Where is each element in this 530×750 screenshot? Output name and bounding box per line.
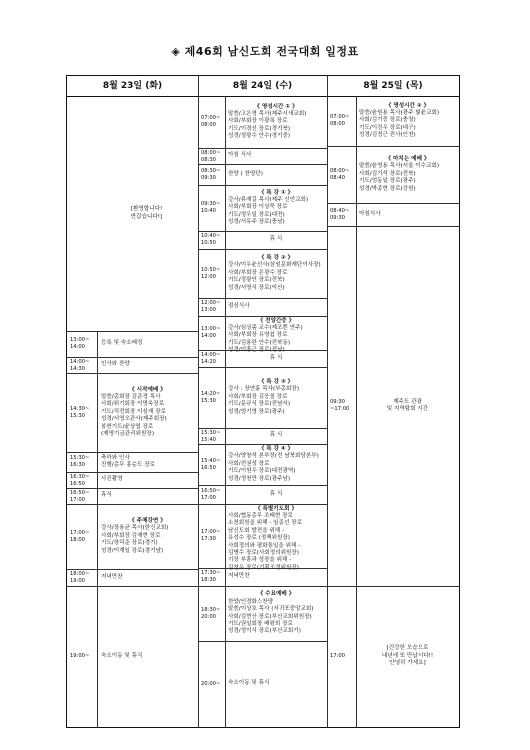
day1-slot-time: 17:00~ [70,529,90,536]
day2-slot-text: 성경/서유주 장로(충남) [228,219,285,226]
day2-slot-text: 사회/부회장 김응칠 장로 [228,393,288,400]
day2-slot-text: 기도/문규식 장로(전남서) [228,401,291,408]
day2-slot-time: 14:00~ [201,352,221,358]
day2-slot-text: 기도/권일회장 배왕희 장로 [228,620,293,627]
day2-slot-text: 점심식사 [228,303,250,310]
day2-slot-time: 08:00 [201,122,216,128]
day3-time-divider [356,96,357,727]
day2-slot-text: 성경/정이식 장로(부산교회기) [228,628,301,635]
day1-row-divider [67,569,198,570]
day2-row-divider [198,249,327,250]
day2-slot-text: 강사/이우윤선사(삼원문화재단이사장) [228,262,321,269]
day3-slot-time: 08:40~ [330,207,350,214]
day1-row-divider [67,357,198,358]
day2-slot-text: 소천회원을 위해 - 임종선 장로 [228,520,302,527]
day3-slot-time: 09:30 [330,399,345,405]
day2-slot-text: 김병수 장로(사회정의위원장) [228,549,299,556]
day3-slot-text: 《 마치는 예배 》 [385,156,430,162]
day2-row-divider [198,444,327,445]
day2-slot-text: 사회/전권성 장로 [228,460,270,467]
day2-slot-text: 《 특 강 ③ 》 [258,379,294,385]
day2-slot-time: 20:00 [201,613,216,620]
day2-slot-text: 사회/김현산 장로(부산교회위원장) [228,613,312,620]
day1-slot-text: 《 시작예배 》 [129,386,166,393]
day1-slot-text: 저녁만찬 [101,573,123,580]
day3-slot-text: 제주도 관광 [393,398,422,405]
day2-slot-text: 유성수 장로 (정책위원장) [228,535,290,542]
day2-slot-text: 찬양/인경화스찬양 [228,598,274,605]
day1-slot-text: (제명기금관리위원장) [101,431,154,437]
col-divider-2 [327,76,328,727]
day2-slot-time: 15:30 [201,397,216,404]
day1-slot-text: 말씀/총회장 김준경 목사 [101,394,161,400]
day1-welcome-text: 반갑습니다!] [130,214,163,220]
day3-slot-time: ~17:00 [330,406,350,412]
day2-slot-time: 12:00 [201,273,216,280]
day2-slot-text: 기도/정광인 장로(전북) [228,277,285,284]
day2-slot-text: 《 특별기도회 》 [254,505,298,512]
day1-slot-time: 18:00 [70,536,85,543]
day3-slot-time: 08:00 [330,121,345,127]
header-divider [67,96,459,97]
day2-slot-time: 10:50~ [201,266,221,273]
day1-row-divider [67,586,198,587]
day2-row-divider [198,298,327,299]
day1-slot-text: 《 주제강연 》 [129,518,166,524]
day2-row-divider [198,485,327,486]
day1-slot-time: 18:00~ [70,571,90,577]
day1-slot-time: 19:00~ [70,653,90,659]
day2-slot-text: 기도/이경선 장로(경기북) [228,125,291,132]
day3-row-divider [327,146,459,147]
day2-slot-time: 13:00 [201,307,216,313]
day3-slot-time: 08:00~ [330,167,350,174]
day3-slot-text: 및 지역탐회 시간 [386,406,429,412]
day2-slot-time: 14:20~ [201,390,221,397]
day2-row-divider [198,148,327,149]
day2-slot-text: 《 특 강 ① 》 [258,189,294,196]
day1-slot-time: 16:50~ [70,490,90,496]
header-day3: 8월 25일 (목) [363,81,423,91]
day3-slot-text: 사회/김기중 장로(충청) [359,117,416,124]
day2-slot-text: 김천우 장로(기획조정위원장) [228,564,299,571]
day3-slot-time: 08:40 [330,174,345,181]
day3-slot-text: 《 영성시간 ② 》 [385,102,430,109]
day3-slot-text: 아침식사 [359,210,381,217]
day2-slot-text: 강사/심상좀 교수(제조쁜 연주) [228,324,303,331]
day1-slot-text: 강사/장용균 목사(한신교회) [101,525,169,532]
day1-slot-time: 14:00~ [70,359,90,365]
header-day1: 8월 23일 (화) [102,81,163,91]
day2-slot-time: 10:50 [201,240,216,246]
day2-slot-text: 찬양 ( 찬양단) [228,170,263,177]
day1-slot-time: 14:30 [70,366,85,372]
day2-slot-text: 휴 식 [269,490,283,497]
day3-row-divider [327,226,459,227]
day3-slot-text: 기도/이진우 장로(대구) [359,124,416,131]
day2-row-divider [198,641,327,642]
day2-slot-time: 15:40 [201,437,216,443]
day3-row-divider [327,586,459,587]
page-title: ◈ 제46회 남신도회 전국대회 일정표 [171,45,359,58]
day2-slot-time: 18:30~ [201,606,221,613]
day1-slot-time: 13:00~ [70,337,90,343]
schedule-table [66,75,460,728]
day1-slot-time: 14:00 [70,344,85,350]
day1-slot-time: 15:30~ [70,455,90,461]
day2-slot-time: 17:00~ [201,529,221,535]
day2-slot-time: 15:40~ [201,457,221,464]
day2-slot-time: 17:30~ [201,570,221,576]
day2-slot-text: 《 특 강 ② 》 [258,255,294,261]
day1-slot-text: 등록 및 숙소배정 [101,340,143,347]
day1-row-divider [67,472,198,473]
day1-slot-time: 16:50 [70,481,85,487]
day1-row-divider [67,488,198,489]
day2-slot-time: 10:40 [201,208,216,214]
day2-slot-text: 강사/류재길 목사(제주 신언교회) [228,196,309,203]
day2-slot-text: 《 영성시간 ① 》 [254,103,298,110]
day1-slot-text: 사회/위기회장 이명옥장로 [101,401,165,408]
day2-slot-time: 20:00~ [201,680,221,687]
day2-slot-text: 《 특 강 ④ 》 [258,446,294,452]
day1-slot-text: 휴식 [101,492,112,499]
day2-row-divider [198,367,327,368]
day2-slot-text: 기도/정우일 장로(대전) [228,211,285,218]
day2-slot-text: 성경/서영식 장로(익산) [228,284,285,291]
day2-slot-text: 사회/협동총무 조태현 장로 [228,512,293,519]
header-day2: 8월 24일 (수) [232,81,293,91]
day2-row-divider [198,350,327,351]
day3-slot-text: 말씀/윤영용 목사(서울 이수교회) [359,163,440,170]
day2-slot-time: 17:00 [201,494,216,501]
day2-slot-text: 성경/정천만 장로(광주남) [228,475,291,482]
day1-slot-time: 16:30 [70,462,85,468]
day2-slot-text: 말씀/이상호 목사 (서귀포중앙교회) [228,606,314,613]
day1-slot-time: 15:30 [70,412,85,419]
day1-slot-text: 봉헌기도/윤상엽 장로 [101,423,154,430]
day2-slot-time: 15:30~ [201,430,221,436]
day2-slot-text: 기도/김용완 안수(전북동) [228,339,291,346]
day1-slot-time: 17:00 [70,497,85,503]
day2-slot-text: 성경/이흥근 장로(전남) [228,347,285,354]
day2-slot-time: 14:20 [201,359,216,365]
day1-slot-text: 기도/직전회장 이심재 장로 [101,408,166,415]
day3-row-divider [327,203,459,204]
day2-slot-text: 휴 식 [269,354,283,361]
day2-slot-text: 사회/부회장 유영쉼 장로 [228,332,288,339]
day3-slot-text: [건강한 모습으로 [386,645,429,652]
day2-slot-text: 기도/이원우 장로(대전광역) [228,468,296,475]
day3-slot-text: 기도/엄동일 장로(광주) [359,178,416,185]
day2-slot-text: 숙소이동 및 휴식 [228,680,270,687]
day2-slot-text: 사회/부회장 이상묵 장로 [228,204,288,211]
day2-slot-time: 08:30~ [201,167,221,174]
day3-slot-text: 사회/김기석 장로(전북) [359,170,416,177]
day1-slot-text: 성경/이계일 장로(경기남) [101,547,164,554]
day2-slot-text: 휴 식 [269,432,283,439]
day2-slot-time: 08:30 [201,157,216,163]
day1-slot-text: 축하와 인사 [101,454,130,461]
day2-slot-text: 강사 : 장연홍 목사(부총회장) [228,386,300,393]
day2-slot-text: 말씀/고은영 목사(제주시새교회) [228,110,307,117]
day2-slot-time: 18:30 [201,577,216,583]
day3-slot-time: 17:00 [330,653,345,659]
day1-welcome-text: [환영합니다! [130,206,163,212]
day3-slot-text: 성경/박종현 장로(강원) [359,185,416,192]
day2-slot-time: 14:00 [201,333,216,339]
day2-slot-text: 사회/부회장 이광록 장로 [228,118,288,125]
day2-slot-time: 10:40~ [201,233,221,239]
day2-row-divider [198,185,327,186]
day2-row-divider [198,586,327,587]
day1-row-divider [67,452,198,453]
day2-slot-text: 《 전앙간증 》 [257,317,295,324]
day3-slot-time: 07:00~ [330,114,350,120]
day1-row-divider [67,373,198,374]
day1-slot-time: 16:30~ [70,474,90,480]
day2-slot-time: 12:00~ [201,300,221,306]
day1-time-divider [97,331,98,727]
day1-slot-text: 진행/총무 홍순도 장로 [101,462,156,468]
day2-slot-time: 13:00~ [201,326,221,332]
day3-slot-text: 성경/김정근 전사(인천) [359,132,416,139]
day1-slot-text: 사회/부회장 김재현 장로 [101,532,161,539]
day1-row-divider [67,331,198,332]
day2-slot-time: 16:50 [201,464,216,471]
day2-slot-text: 저녁만찬 [228,573,250,580]
day2-slot-text: 성경/엄기영 장로(광주) [228,408,285,415]
day2-row-divider [198,231,327,232]
day2-row-divider [198,568,327,569]
col-divider-1 [198,76,199,727]
day2-time-divider [225,96,226,727]
day1-slot-text: 사진촬영 [101,476,123,483]
day3-slot-text: 내년에 또 만납시다!! [381,652,434,659]
day2-slot-time: 08:00~ [201,150,221,156]
day3-slot-time: 09:30 [330,214,345,221]
day1-slot-time: 14:30~ [70,405,90,412]
day2-slot-text: 강사/양창석 본부장(전 남북회담본부) [228,453,319,460]
day2-slot-time: 17:30 [201,536,216,542]
day2-slot-time: 09:30 [201,174,216,181]
day2-slot-text: 사회/부회장 은광수 장로 [228,269,288,276]
day2-row-divider [198,428,327,429]
day1-slot-time: 19:00 [70,578,85,584]
day2-slot-text: 《 수요예배 》 [257,591,295,598]
day2-slot-text: 기장 부흥과 성장을 위해 - [228,557,292,564]
day1-slot-text: 숙소이동 및 휴식 [101,652,143,659]
day2-slot-time: 09:30~ [201,201,221,207]
day2-slot-text: 사회정의와 평화통일을 위해 - [228,542,301,549]
day2-slot-text: 남신도회 발전을 위해 - [228,527,284,534]
day1-slot-text: 인사와 찬양 [101,361,130,368]
day2-slot-text: 아침 식사 [228,152,252,159]
day2-slot-text: 성경/정광수 안수(경기중) [228,133,291,140]
day3-slot-text: 안녕히 가세요] [389,660,426,667]
day2-row-divider [198,164,327,165]
day2-slot-text: 휴 식 [269,236,283,243]
day3-slot-text: 말씀/윤원용 목사(광주 빛윤교회) [359,109,440,116]
day1-slot-text: 성경/서영오관사(제주회장) [101,416,167,423]
day1-row-divider [67,504,198,505]
day1-slot-text: 기도/장덕준 장로(경기) [101,540,158,547]
day2-slot-time: 16:50~ [201,487,221,494]
day2-slot-time: 07:00~ [201,115,221,121]
